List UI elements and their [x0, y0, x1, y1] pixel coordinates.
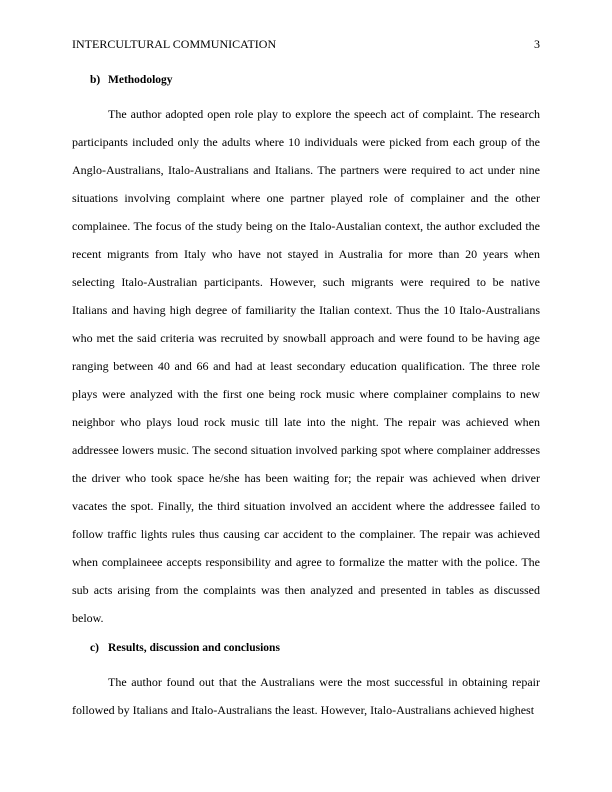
section-heading-methodology	[90, 72, 173, 88]
section-marker: c)	[90, 642, 99, 654]
section-heading-text: Results, discussion and conclusions	[108, 642, 280, 654]
section-heading-results	[90, 640, 280, 656]
methodology-paragraph: The author adopted open role play to explore the speech act of complaint. The research participants included only the adults where 10 individuals were picked from each group of the Anglo-Australians, Italo-Australians and Italians. The partners were required to act under nine situations involving complaint where one partner played role of complainer and the other complainee. The focus of the study being on the Italo-Austalian context, the author excluded the recent migrants from Italy who have not stayed in Australia for more than 20 years when selecting Italo-Australian participants. However, such migrants were required to be native Italians and having high degree of familiarity the Italian context. Thus the 10 Italo-Australians who met the said criteria was recruited by snowball approach and were found to be having age ranging between 40 and 66 and had at least secondary education qualification. The three role plays were analyzed with the first one being rock music where complainer complains to new neighbor who plays loud rock music till late into the night. The repair was achieved when addressee lowers music. The second situation involved parking spot where complainer addresses the driver who took space he/she has been waiting for; the repair was achieved when driver vacates the spot. Finally, the third situation involved an accident where the addressee failed to follow traffic lights rules thus causing car accident to the complainer. The repair was achieved when complaineee accepts responsibility and agree to formalize the matter with the police. The sub acts arising from the complaints was then analyzed and presented in tables as discussed below.	[72, 107, 540, 625]
running-title: INTERCULTURAL COMMUNICATION	[72, 37, 277, 51]
results-paragraph: The author found out that the Australians were the most successful in obtaining repair followed by Italians and Italo-Australians the least. However, Italo-Australians achieved highest	[72, 675, 540, 717]
section-heading-text: Methodology	[108, 74, 173, 86]
page-number: 3	[534, 37, 540, 51]
section-marker: b)	[90, 74, 101, 86]
running-head	[72, 36, 540, 52]
